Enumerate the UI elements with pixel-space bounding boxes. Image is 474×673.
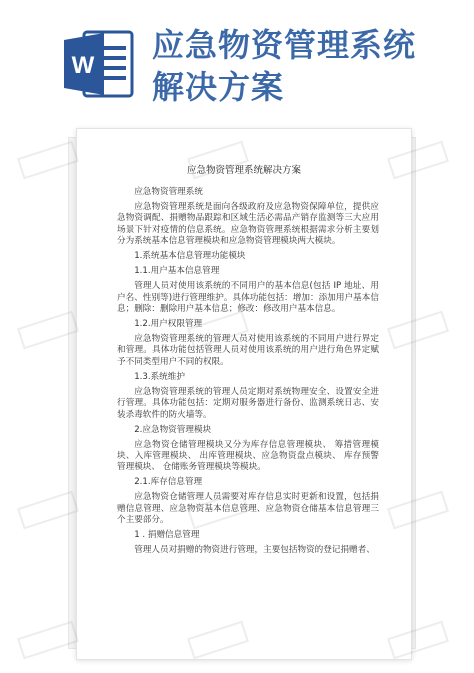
doc-heading: 1.3.系统维护 (134, 371, 185, 382)
doc-paragraph: 应急物资管理系统的管理人员定期对系统物理安全、设置安全进行管理。具体功能包括：定期对服务器进行备份、监测系统日志、安装杀毒软件的防火墙等。 (117, 386, 379, 420)
word-document-icon (64, 30, 136, 98)
document-body (117, 187, 379, 560)
doc-paragraph: 管理人员对使用该系统的不同用户的基本信息(包括 IP 地址、用户名、性别等)进行管理维护。具体功能包括：增加：添加用户基本信息；删除：删除用户基本信息；修改：修改用户基本信息。 (117, 281, 379, 315)
doc-heading: 1.1.用户基本信息管理 (134, 266, 220, 277)
doc-paragraph: 应急物资仓储管理模块又分为库存信息管理模块、 筹措管理模块、入库管理模块、 出库管理模块、应急物资盘点模块、 库存预警管理模块、 仓储账务管理模块等模块。 (117, 439, 379, 473)
document-page (76, 128, 412, 660)
banner-title-line2: 解决方案 (152, 68, 285, 106)
banner-title-line1: 应急物资管理系统 (152, 26, 417, 64)
doc-paragraph: 管理人员对捐赠的物资进行管理，主要包括物资的登记捐赠者、 (134, 545, 375, 556)
doc-heading: 1.系统基本信息管理功能模块 (134, 251, 246, 262)
doc-paragraph: 应急物资管理系统是面向各级政府及应急物资保障单位，提供应急物资调配、捐赠物品跟踪和区域生活必需品产销存监测等三大应用场景下针对疫情的信息系统。应急物资管理系统根据需求分析主要划分为系统基本信息管理模块和应急物资管理模块两大模块。 (117, 202, 379, 247)
doc-paragraph: 应急物资管理系统的管理人员对使用该系统的不同用户进行界定和管理。具体功能包括管理人员对使用该系统的用户进行角色界定赋予不同类型用户不同的权限。 (117, 334, 379, 367)
banner-title (152, 24, 416, 108)
doc-heading: 2.1.库存信息管理 (134, 477, 203, 488)
document-title: 应急物资管理系统解决方案 (186, 165, 301, 176)
svg-text:W: W (71, 52, 95, 79)
doc-heading: 2.应急物资管理模块 (134, 424, 212, 435)
doc-heading: 1.2.用户权限管理 (134, 319, 203, 330)
doc-heading: 1 . 捐赠信息管理 (134, 530, 200, 541)
doc-paragraph: 应急物资仓储管理人员需要对库存信息实时更新和设置，包括捐赠信息管理、应急物资基本信息管理、应急物资仓储基本信息管理三个主要部分。 (117, 492, 379, 526)
doc-paragraph: 应急物资管理系统 (134, 187, 203, 197)
